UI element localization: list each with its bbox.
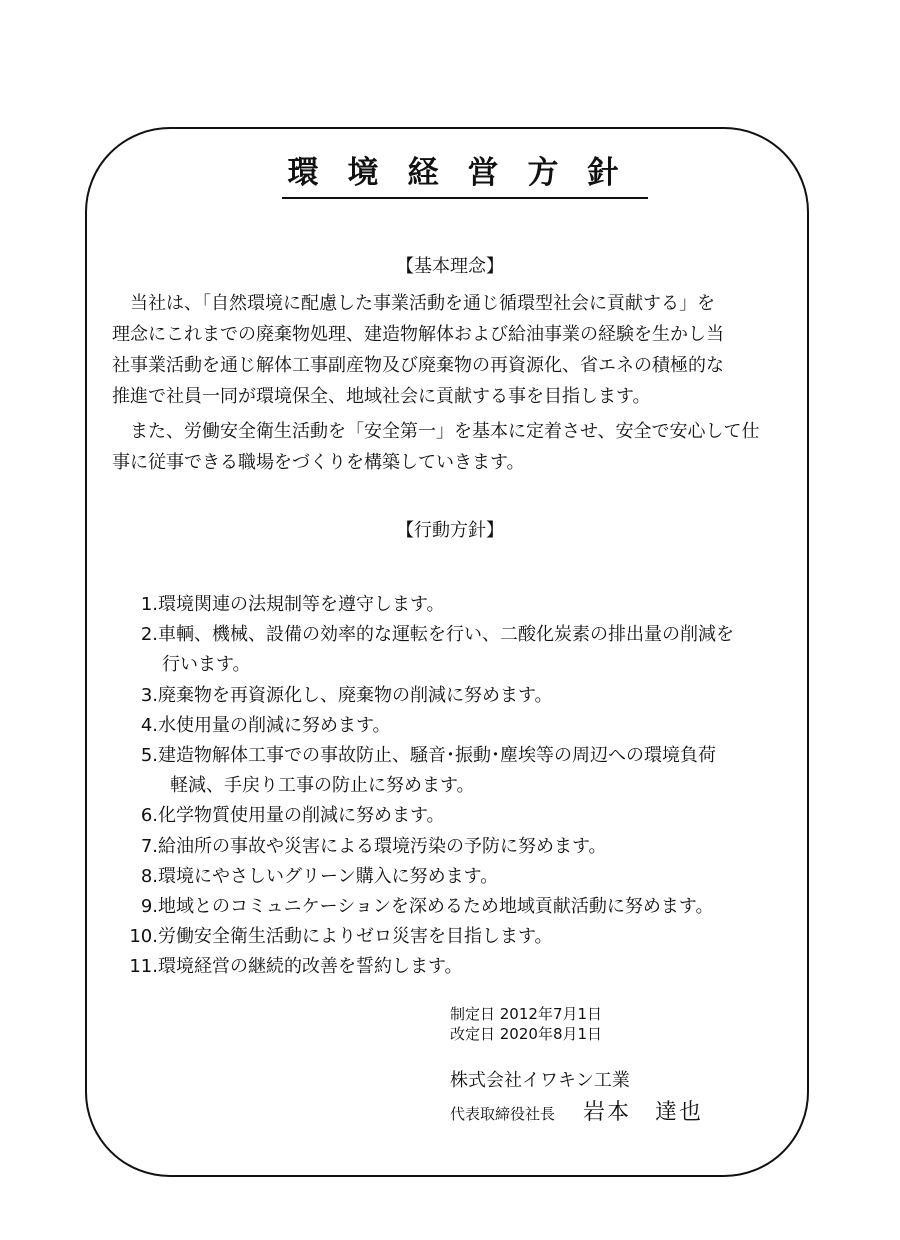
item-text: 水使用量の削減に努めます。 [158, 714, 391, 736]
list-item [112, 711, 792, 741]
page-title: 環境経営方針 [0, 150, 900, 199]
item-number: 9. [140, 896, 158, 918]
item-number: 5. [140, 745, 158, 767]
action-policy-heading: 【行動方針】 [396, 520, 504, 541]
text-line: 当社は、「自然環境に配慮した事業活動を通じ循環型社会に貢献する」を [112, 293, 715, 314]
text-line: 社事業活動を通じ解体工事副産物及び廃棄物の再資源化、省エネの積極的な [112, 355, 724, 376]
representative-name: 岩本 達也 [583, 1100, 704, 1125]
list-item [112, 590, 792, 620]
basic-philosophy-paragraph-2 [112, 416, 782, 478]
item-number: 4. [140, 714, 158, 736]
item-number: 6. [140, 805, 158, 827]
list-item [112, 681, 792, 711]
text-line: また、労働安全衛生活動を「安全第一」を基本に定着させ、安全で安心して仕 [112, 421, 760, 442]
item-text: 給油所の事故や災害による環境汚染の予防に努めます。 [158, 835, 607, 857]
item-text: 廃棄物を再資源化し、廃棄物の削減に努めます。 [158, 684, 553, 706]
item-number: 8. [140, 865, 158, 887]
list-item [112, 922, 792, 952]
item-text: 化学物質使用量の削減に努めます。 [158, 805, 445, 827]
item-number: 2. [140, 624, 158, 646]
basic-philosophy-paragraph-1 [112, 288, 782, 412]
list-item [112, 952, 792, 982]
list-item [112, 620, 792, 680]
item-text: 地域とのコミュニケーションを深めるため地域貢献活動に努めます。 [158, 896, 714, 918]
item-text: 環境にやさしいグリーン購入に努めます。 [158, 865, 499, 887]
company-name: 株式会社イワキン工業 [450, 1070, 630, 1091]
item-text: 労働安全衛生活動によりゼロ災害を目指します。 [158, 926, 553, 948]
item-text: 軽減、手戻り工事の防止に努めます。 [170, 775, 475, 797]
item-text: 車輌、機械、設備の効率的な運転を行い、二酸化炭素の排出量の削減を [158, 624, 734, 646]
item-number: 7. [140, 835, 158, 857]
established-date: 制定日 2012年7月1日 [450, 1005, 603, 1023]
list-item [112, 801, 792, 831]
list-item [112, 892, 792, 922]
item-number: 1. [140, 594, 158, 615]
text-line: 理念にこれまでの廃棄物処理、建造物解体および給油事業の経験を生かし当 [112, 324, 724, 345]
representative-title: 代表取締役社長 [450, 1105, 556, 1123]
list-item [112, 862, 792, 892]
text-line: 推進で社員一同が環境保全、地域社会に貢献する事を目指します。 [112, 386, 651, 407]
item-number: 11. [129, 956, 158, 978]
item-number: 10. [129, 926, 158, 948]
item-text: 行います。 [162, 654, 251, 676]
list-item [112, 832, 792, 862]
revised-date: 改定日 2020年8月1日 [450, 1025, 603, 1043]
representative [450, 1098, 703, 1129]
dates-block [450, 1004, 602, 1044]
item-text: 建造物解体工事での事故防止、騒音･振動･塵埃等の周辺への環境負荷 [158, 745, 716, 767]
item-text: 環境関連の法規制等を遵守します。 [158, 594, 445, 615]
item-text: 環境経営の継続的改善を誓約します。 [158, 956, 463, 978]
item-number: 3. [140, 684, 158, 706]
list-item [112, 741, 792, 801]
action-policy-list [112, 590, 792, 983]
text-line: 事に従事できる職場をづくりを構築していきます。 [112, 452, 525, 473]
basic-philosophy-heading: 【基本理念】 [396, 256, 504, 277]
